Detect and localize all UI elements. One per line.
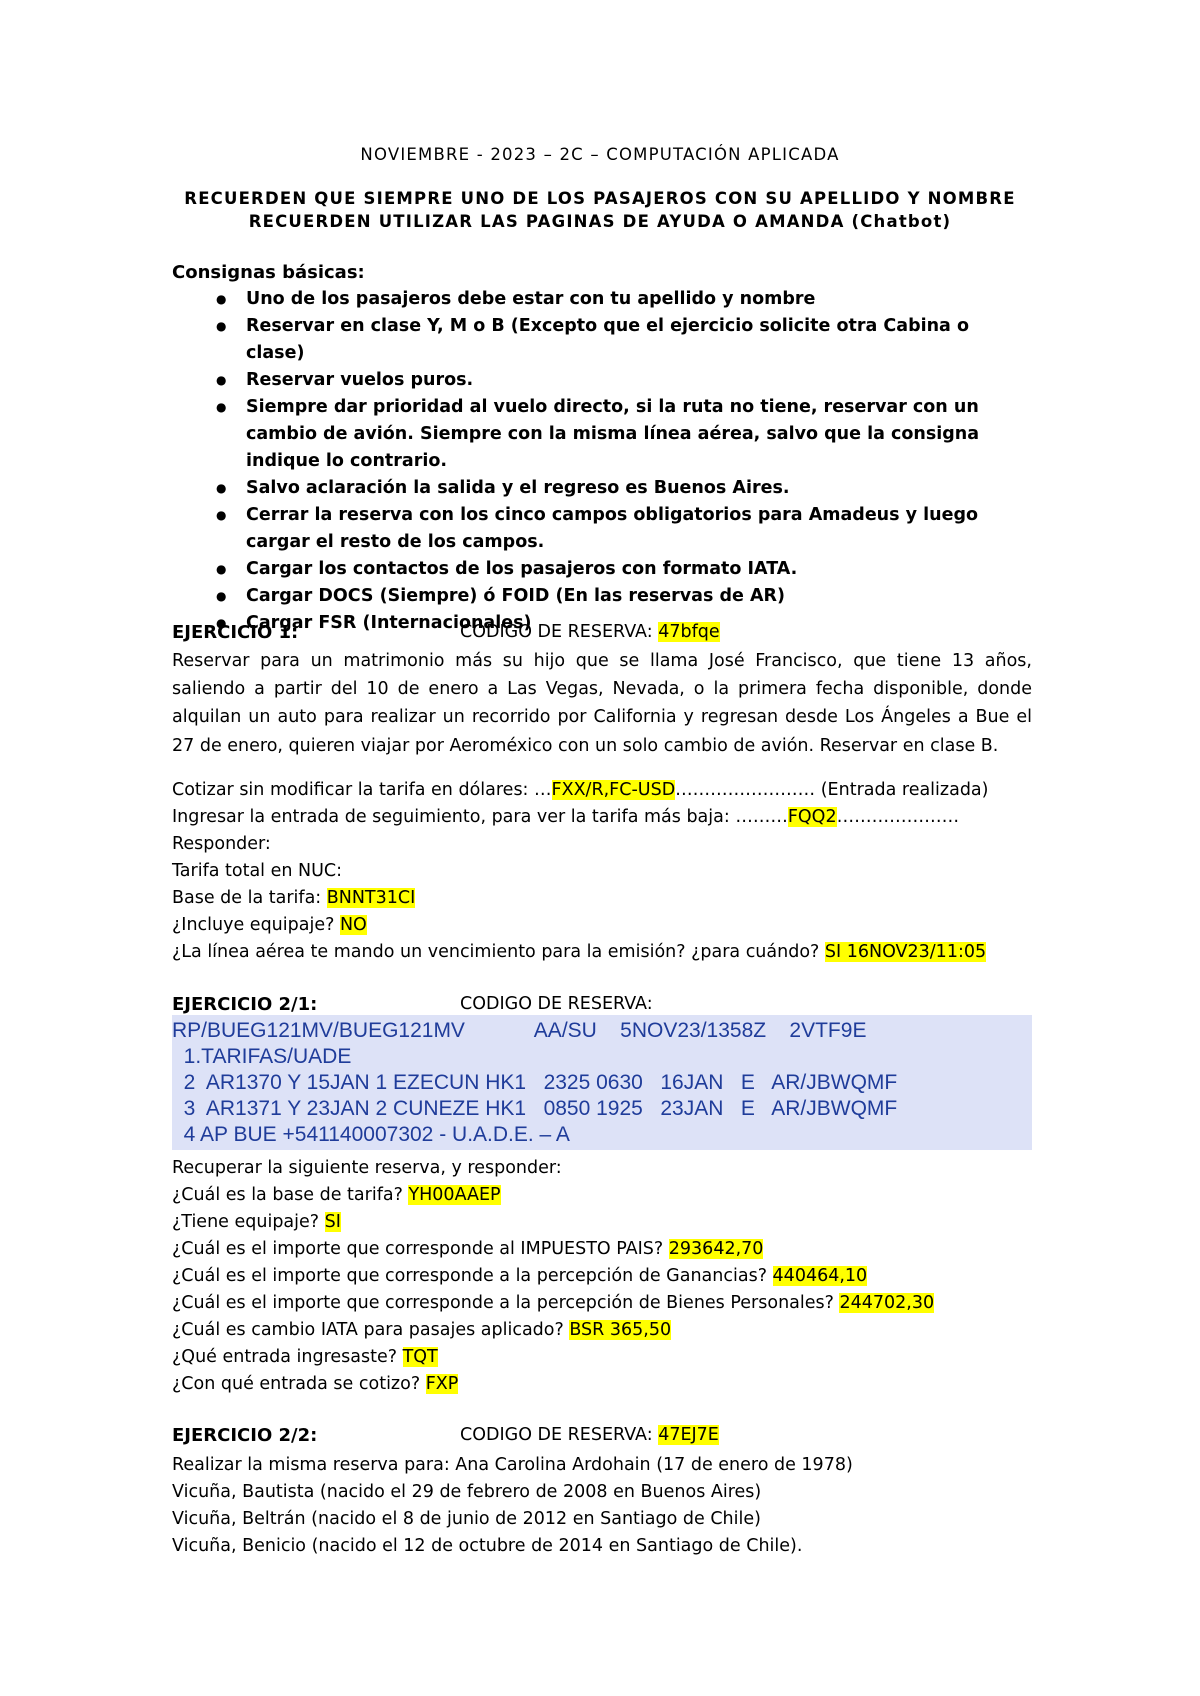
basics-item: ● Reservar vuelos puros.: [172, 367, 1032, 394]
question: ¿Cuál es el importe que corresponde al IMPUESTO PAIS?: [172, 1239, 669, 1259]
answer: SI 16NOV23/11:05: [824, 942, 987, 962]
pnr-line: 4 AP BUE +541140007302 - U.A.D.E. – A: [172, 1123, 570, 1146]
tracking-line: [172, 804, 959, 831]
tracking-entry: FQQ2: [787, 807, 837, 827]
question: ¿Cuál es cambio IATA para pasajes aplicado?: [172, 1320, 570, 1340]
exercise-1-code-row: [460, 622, 720, 642]
qa-line: [172, 1236, 763, 1263]
basics-item: ● Cargar los contactos de los pasajeros con formato IATA.: [172, 556, 1032, 583]
reminder-line-1: RECUERDEN QUE SIEMPRE UNO DE LOS PASAJEROS CON SU APELLIDO Y NOMBRE: [184, 189, 1016, 208]
exercise-1-description: Reservar para un matrimonio más su hijo que se llama José Francisco, que tiene 13 años, saliendo a partir del 10 de enero a Las Vegas, Nevada, o la primera fecha disponible, donde alquilan un auto para realizar un recorrido por California y regresan desde Los Ángeles a Bue el 27 de enero, quieren viajar por Aeroméxico con un solo cambio de avión. Reservar en clase B.: [172, 651, 1032, 756]
pnr-line: 3 AR1371 Y 23JAN 2 CUNEZE HK1 0850 1925 23JAN E AR/JBWQMF: [172, 1097, 898, 1120]
exercise-2-2-code-row: [460, 1425, 719, 1445]
qa-line: [172, 1209, 341, 1236]
pnr-display: [172, 1015, 1032, 1150]
basics-item: ● Cargar FSR (Internacionales): [172, 610, 1032, 637]
answer: TQT: [402, 1347, 438, 1367]
question: ¿Incluye equipaje?: [172, 915, 340, 935]
tracking-suffix: …………………: [836, 807, 960, 827]
quote-suffix: …………………… (Entrada realizada): [675, 780, 989, 800]
exercise-2-1-label: EJERCICIO 2/1:: [172, 994, 318, 1015]
pnr-line: 1.TARIFAS/UADE: [172, 1045, 352, 1068]
exercise-2-1-intro: Recuperar la siguiente reserva, y responder:: [172, 1158, 562, 1178]
respond-label: Responder:: [172, 834, 271, 854]
exercise-1-label: EJERCICIO 1:: [172, 622, 299, 643]
question: Base de la tarifa:: [172, 888, 327, 908]
qa-line: [172, 1317, 671, 1344]
qa-line: [172, 1263, 867, 1290]
pnr-line: 2 AR1370 Y 15JAN 1 EZECUN HK1 2325 0630 16JAN E AR/JBWQMF: [172, 1071, 898, 1094]
basics-item: ● Siempre dar prioridad al vuelo directo, si la ruta no tiene, reservar con un cambio de avión. Siempre con la misma línea aérea, salvo que la consigna indique lo contrario.: [172, 394, 1026, 475]
reservation-code: 47EJ7E: [658, 1425, 719, 1445]
question: ¿Cuál es la base de tarifa?: [172, 1185, 409, 1205]
qa-line: [172, 1290, 934, 1317]
quote-entry: FXX/R,FC-USD: [551, 780, 676, 800]
quote-prefix: Cotizar sin modificar la tarifa en dólares: …: [172, 780, 552, 800]
quote-line: [172, 777, 988, 804]
code-label: CODIGO DE RESERVA:: [460, 622, 659, 642]
basics-item: ● Salvo aclaración la salida y el regreso es Buenos Aires.: [172, 475, 1032, 502]
document-title: NOVIEMBRE - 2023 – 2C – COMPUTACIÓN APLICADA: [360, 145, 840, 164]
basics-list: [172, 286, 1032, 637]
question: ¿Qué entrada ingresaste?: [172, 1347, 403, 1367]
qa-line: [172, 1182, 501, 1209]
answer: BSR 365,50: [569, 1320, 672, 1340]
question: ¿Con qué entrada se cotizo?: [172, 1374, 426, 1394]
qa-line: [172, 1344, 438, 1371]
basics-item: ● Uno de los pasajeros debe estar con tu apellido y nombre: [172, 286, 1032, 313]
basics-item: ● Reservar en clase Y, M o B (Excepto que el ejercicio solicite otra Cabina o clase): [172, 313, 1032, 367]
answer: BNNT31CI: [326, 888, 416, 908]
passenger-line: Vicuña, Bautista (nacido el 29 de febrero de 2008 en Buenos Aires): [172, 1482, 762, 1502]
question: ¿Cuál es el importe que corresponde a la percepción de Bienes Personales?: [172, 1293, 840, 1313]
passenger-line: Vicuña, Beltrán (nacido el 8 de junio de 2012 en Santiago de Chile): [172, 1509, 761, 1529]
nuc-question: Tarifa total en NUC:: [172, 861, 343, 881]
reservation-code: 47bfqe: [658, 622, 720, 642]
answer: 293642,70: [668, 1239, 764, 1259]
answer: YH00AAEP: [408, 1185, 501, 1205]
reminder-line-2: RECUERDEN UTILIZAR LAS PAGINAS DE AYUDA O AMANDA (Chatbot): [248, 212, 952, 231]
answer: 244702,30: [839, 1293, 935, 1313]
exercise-2-2-label: EJERCICIO 2/2:: [172, 1425, 318, 1446]
qa-line: [172, 1371, 458, 1398]
basics-item: ● Cerrar la reserva con los cinco campos obligatorios para Amadeus y luego cargar el resto de los campos.: [172, 502, 1026, 556]
question: ¿La línea aérea te mando un vencimiento para la emisión? ¿para cuándo?: [172, 942, 825, 962]
basics-item: ● Cargar DOCS (Siempre) ó FOID (En las reservas de AR): [172, 583, 1032, 610]
answer: SI: [324, 1212, 341, 1232]
tracking-prefix: Ingresar la entrada de seguimiento, para ver la tarifa más baja: ………: [172, 807, 788, 827]
pnr-line: RP/BUEG121MV/BUEG121MV AA/SU 5NOV23/1358Z 2VTF9E: [172, 1019, 867, 1042]
answer: NO: [339, 915, 367, 935]
fare-base-line: [172, 885, 415, 912]
basics-heading: Consignas básicas:: [172, 262, 365, 283]
answer: 440464,10: [772, 1266, 868, 1286]
expiry-line: [172, 939, 986, 966]
code-label: CODIGO DE RESERVA:: [460, 1425, 659, 1445]
question: ¿Cuál es el importe que corresponde a la percepción de Ganancias?: [172, 1266, 773, 1286]
passenger-line: Vicuña, Benicio (nacido el 12 de octubre de 2014 en Santiago de Chile).: [172, 1536, 803, 1556]
exercise-2-1-code-label: CODIGO DE RESERVA:: [460, 994, 653, 1014]
passenger-line: Realizar la misma reserva para: Ana Carolina Ardohain (17 de enero de 1978): [172, 1455, 853, 1475]
answer: FXP: [425, 1374, 459, 1394]
baggage-line: [172, 912, 367, 939]
question: ¿Tiene equipaje?: [172, 1212, 325, 1232]
